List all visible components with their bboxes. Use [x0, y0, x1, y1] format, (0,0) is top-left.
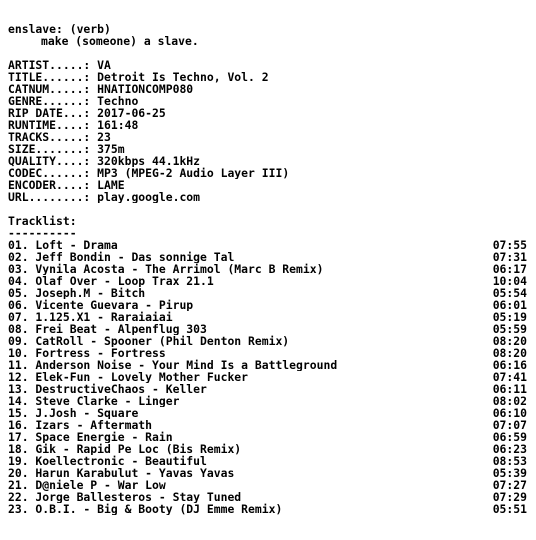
- track-row: [8, 443, 528, 455]
- info-row: [8, 155, 528, 167]
- info-row: [8, 179, 528, 191]
- info-row: [8, 191, 528, 203]
- track-row: [8, 251, 528, 263]
- track-row: [8, 419, 528, 431]
- info-label: ENCODER....:: [8, 179, 91, 191]
- info-label: URL........:: [8, 191, 91, 203]
- info-label: TRACKS.....:: [8, 131, 91, 143]
- info-row: [8, 167, 528, 179]
- track-title: 13. DestructiveChaos - Keller: [8, 383, 207, 395]
- nfo-document: [8, 23, 528, 515]
- info-row: [8, 131, 528, 143]
- info-label: RIP DATE...:: [8, 107, 91, 119]
- track-row: [8, 323, 528, 335]
- track-duration: 07:07: [492, 419, 527, 431]
- track-duration: 05:59: [492, 323, 527, 335]
- track-title: 23. O.B.I. - Big & Booty (DJ Emme Remix): [8, 503, 283, 515]
- track-title: 17. Space Energie - Rain: [8, 431, 173, 443]
- track-title: 04. Olaf Over - Loop Trax 21.1: [8, 275, 214, 287]
- info-label: SIZE.......:: [8, 143, 91, 155]
- track-duration: 07:55: [492, 239, 527, 251]
- track-row: [8, 479, 528, 491]
- track-duration: 06:23: [492, 443, 527, 455]
- tracklist: [8, 239, 528, 515]
- track-title: 09. CatRoll - Spooner (Phil Denton Remix): [8, 335, 290, 347]
- track-duration: 05:19: [492, 311, 527, 323]
- track-row: [8, 359, 528, 371]
- track-row: [8, 287, 528, 299]
- info-label: QUALITY....:: [8, 155, 91, 167]
- track-duration: 05:51: [492, 503, 527, 515]
- track-duration: 07:41: [492, 371, 527, 383]
- track-row: [8, 395, 528, 407]
- track-duration: 05:39: [492, 467, 527, 479]
- track-title: 22. Jorge Ballesteros - Stay Tuned: [8, 491, 242, 503]
- track-duration: 08:20: [492, 335, 527, 347]
- track-row: [8, 455, 528, 467]
- track-duration: 07:29: [492, 491, 527, 503]
- info-value: 375m: [97, 143, 125, 155]
- track-title: 07. 1.125.X1 - Raraiaiai: [8, 311, 173, 323]
- info-value: VA: [97, 59, 111, 71]
- spacer: [8, 47, 528, 59]
- info-value: play.google.com: [97, 191, 201, 203]
- track-row: [8, 491, 528, 503]
- info-value: 23: [97, 131, 111, 143]
- info-row: [8, 83, 528, 95]
- tracklist-heading: Tracklist:: [8, 215, 77, 227]
- track-title: 06. Vicente Guevara - Pirup: [8, 299, 194, 311]
- track-title: 20. Harun Karabulut - Yavas Yavas: [8, 467, 235, 479]
- track-duration: 06:59: [492, 431, 527, 443]
- track-row: [8, 467, 528, 479]
- info-label: ARTIST.....:: [8, 59, 91, 71]
- track-duration: 06:16: [492, 359, 527, 371]
- track-duration: 08:53: [492, 455, 527, 467]
- definition-meaning: make (someone) a slave.: [41, 35, 199, 47]
- track-row: [8, 371, 528, 383]
- track-duration: 07:27: [492, 479, 527, 491]
- info-label: TITLE......:: [8, 71, 91, 83]
- track-title: 18. Gik - Rapid Pe Loc (Bis Remix): [8, 443, 242, 455]
- track-title: 19. Koellectronic - Beautiful: [8, 455, 207, 467]
- info-row: [8, 143, 528, 155]
- info-label: CATNUM.....:: [8, 83, 91, 95]
- track-duration: 10:04: [492, 275, 527, 287]
- track-title: 08. Frei Beat - Alpenflug 303: [8, 323, 207, 335]
- track-row: [8, 311, 528, 323]
- track-duration: 08:02: [492, 395, 527, 407]
- info-value: MP3 (MPEG-2 Audio Layer III): [97, 167, 290, 179]
- tracklist-underline: ----------: [8, 227, 77, 239]
- info-label: RUNTIME....:: [8, 119, 91, 131]
- track-row: [8, 347, 528, 359]
- info-label: GENRE......:: [8, 95, 91, 107]
- track-duration: 06:01: [492, 299, 527, 311]
- track-duration: 05:54: [492, 287, 527, 299]
- info-value: 161:48: [97, 119, 139, 131]
- info-value: Techno: [97, 95, 139, 107]
- spacer: [8, 203, 528, 215]
- info-value: HNATIONCOMP080: [97, 83, 194, 95]
- track-row: [8, 263, 528, 275]
- track-row: [8, 239, 528, 251]
- track-title: 02. Jeff Bondin - Das sonnige Tal: [8, 251, 235, 263]
- track-row: [8, 503, 528, 515]
- track-title: 01. Loft - Drama: [8, 239, 118, 251]
- track-row: [8, 299, 528, 311]
- track-duration: 06:17: [492, 263, 527, 275]
- track-row: [8, 335, 528, 347]
- track-duration: 06:11: [492, 383, 527, 395]
- info-row: [8, 95, 528, 107]
- track-title: 10. Fortress - Fortress: [8, 347, 166, 359]
- definition-term: enslave: (verb): [8, 23, 111, 35]
- track-title: 15. J.Josh - Square: [8, 407, 139, 419]
- info-row: [8, 107, 528, 119]
- info-value: Detroit Is Techno, Vol. 2: [97, 71, 269, 83]
- release-info: [8, 59, 528, 203]
- track-title: 03. Vynila Acosta - The Arrimol (Marc B Remix): [8, 263, 324, 275]
- track-title: 12. Elek-Fun - Lovely Mother Fucker: [8, 371, 249, 383]
- track-row: [8, 431, 528, 443]
- track-title: 11. Anderson Noise - Your Mind Is a Battleground: [8, 359, 338, 371]
- info-value: 320kbps 44.1kHz: [97, 155, 201, 167]
- info-label: CODEC......:: [8, 167, 91, 179]
- info-row: [8, 119, 528, 131]
- info-value: LAME: [97, 179, 125, 191]
- track-title: 14. Steve Clarke - Linger: [8, 395, 180, 407]
- track-duration: 08:20: [492, 347, 527, 359]
- track-row: [8, 383, 528, 395]
- track-duration: 07:31: [492, 251, 527, 263]
- info-row: [8, 59, 528, 71]
- info-row: [8, 71, 528, 83]
- track-row: [8, 407, 528, 419]
- track-row: [8, 275, 528, 287]
- track-duration: 06:10: [492, 407, 527, 419]
- track-title: 16. Izars - Aftermath: [8, 419, 153, 431]
- track-title: 05. Joseph.M - Bitch: [8, 287, 146, 299]
- info-value: 2017-06-25: [97, 107, 166, 119]
- track-title: 21. D@niele P - War Low: [8, 479, 166, 491]
